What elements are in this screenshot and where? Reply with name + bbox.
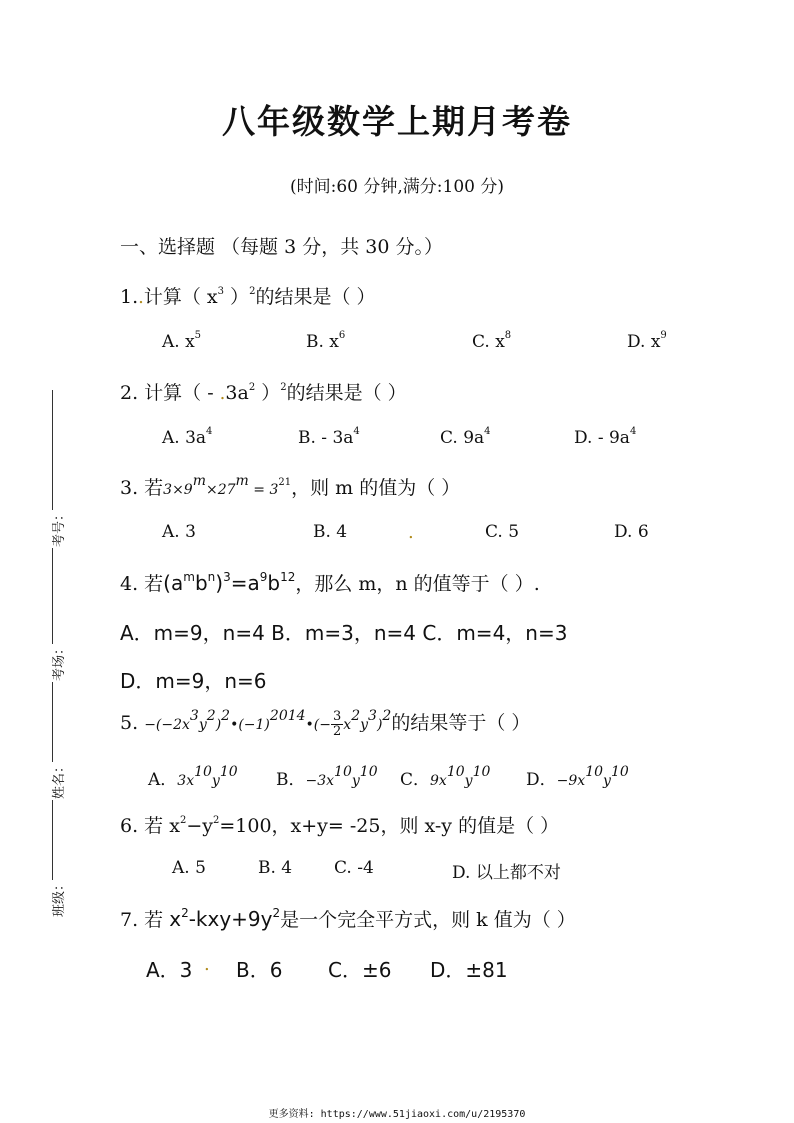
q5-option-d: D．$-9x^{10}y^{10}$ [526, 764, 629, 790]
footer-link[interactable]: 更多资料: https://www.51jiaoxi.com/u/2195370 [268, 1109, 526, 1120]
exam-number-label: 考号： [52, 507, 68, 548]
binding-line [52, 800, 53, 880]
mark-dot: . [408, 522, 414, 543]
q1-option-d: D. $x^9$ [627, 330, 667, 352]
q7-option-a: A．3 [146, 958, 193, 982]
question-3: 3. 若$3\times 9^m\times 27^m = 3^{21}$，则 m 的值为（ ） [120, 473, 461, 499]
section-heading: 一、选择题 （每题 3 分，共 30 分。） [120, 236, 443, 258]
q7-option-b: B．6 [236, 958, 283, 982]
q6-option-d: D. 以上都不对 [452, 863, 561, 883]
question-5: 5. $-(-2x^3y^2)^2•(-1)^{2014}•(-$ $\frac{3}{2}$ $x^2y^3)^2$的结果等于（ ） [120, 708, 531, 739]
binding-line [52, 682, 53, 762]
q1-option-a: A. $x^5$ [162, 330, 202, 352]
q4-options-line-1: A．m=9，n=4 B．m=3，n=4 C．m=4，n=3 [120, 621, 568, 645]
q6-option-a: A. 5 [172, 858, 206, 878]
q5-option-a: A．$3x^{10}y^{10}$ [148, 764, 238, 790]
q6-option-b: B. 4 [258, 858, 293, 878]
q7-option-d: D．±81 [430, 958, 508, 982]
q3-option-b: B. 4 [313, 522, 348, 542]
question-1: 1..计算（ $x^3$ ）$^2$的结果是（ ） [120, 286, 376, 308]
fraction: $\frac{3}{2}$ [333, 708, 342, 739]
q6-option-c: C. -4 [334, 858, 374, 878]
q7-option-c: C．±6 [328, 958, 392, 982]
q4-options-line-2: D．m=9，n=6 [120, 669, 267, 693]
q3-option-d: D. 6 [614, 522, 649, 542]
exam-room-label: 考场： [52, 641, 68, 682]
mark-dot: . [204, 954, 210, 975]
mark-dot: . [138, 287, 144, 308]
question-2: 2. 计算（ - $.3a^2$ ）$^2$的结果是（ ） [120, 382, 407, 404]
name-label: 姓名： [52, 759, 68, 800]
page-title: 八年级数学上期月考卷 [222, 102, 572, 141]
exam-info: (时间:60 分钟,满分:100 分) [289, 177, 504, 197]
question-4: 4. 若$(a^mb^n)^3=a^9b^{12}$，那么 m，n 的值等于（ ）. [120, 570, 540, 595]
binding-line [52, 390, 53, 510]
binding-line [52, 548, 53, 644]
q2-option-d: D. - $9a^4$ [574, 426, 637, 448]
class-label: 班级： [52, 877, 68, 918]
q2-option-b: B. - $3a^4$ [298, 426, 360, 448]
q2-option-a: A. $3a^4$ [162, 426, 213, 448]
question-6: 6. 若 $x^2-y^2=100$，x+y= -25，则 x-y 的值是（ ） [120, 815, 560, 837]
q3-option-c: C. 5 [485, 522, 520, 542]
q5-option-c: C．$9x^{10}y^{10}$ [400, 764, 491, 790]
q1-option-c: C. $x^8$ [472, 330, 512, 352]
q3-option-a: A. 3 [162, 522, 196, 542]
q2-option-c: C. $9a^4$ [440, 426, 491, 448]
question-7: 7. 若 $x^2-kxy+9y^2$是一个完全平方式，则 k 值为（ ） [120, 906, 576, 931]
q5-option-b: B．$-3x^{10}y^{10}$ [276, 764, 378, 790]
mark-dot: . [219, 383, 226, 404]
q1-option-b: B. $x^6$ [306, 330, 346, 352]
